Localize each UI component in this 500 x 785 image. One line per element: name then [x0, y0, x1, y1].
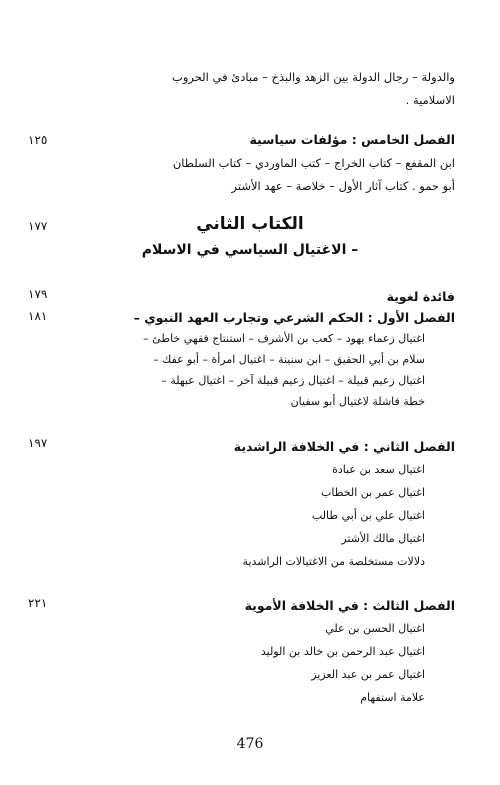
chapter5-line-1: ابن المقفع – كتاب الخراج – كتب الماوردي – كتاب السلطان: [172, 156, 455, 170]
chapter1-line-3: اغتيال زعيم قبيلة – اغتيال زعيم قبيلة آخر – اغتيال عبهلة –: [161, 374, 425, 387]
chapter2-item: اغتيال سعد بن عبادة: [332, 463, 425, 476]
chapter1-page-number: ١٨١: [28, 309, 48, 323]
intro-line-2: الاسلامية .: [405, 93, 455, 107]
chapter5-page-number: ١٢٥: [28, 133, 48, 147]
chapter3-item: اغتيال عمر بن عبد العزيز: [311, 668, 425, 681]
page-number: 476: [236, 736, 264, 752]
note-title: فائدة لغوية: [386, 289, 455, 304]
chapter2-item: اغتيال علي بن أبي طالب: [311, 509, 425, 522]
chapter5-title: الفصل الخامس : مؤلفات سياسية: [249, 132, 455, 147]
chapter3-title: الفصل الثالث : في الخلافة الأموية: [244, 598, 455, 613]
chapter1-line-2: سلام بن أبي الحقيق – ابن سنينة – اغتيال امرأة – أبو عفك –: [153, 353, 425, 366]
book2-title: الكتاب الثاني: [196, 214, 304, 234]
chapter3-item: اغتيال عبد الرحمن بن خالد بن الوليد: [260, 645, 425, 658]
chapter2-title: الفصل الثاني : في الخلافة الراشدية: [233, 439, 455, 454]
chapter3-page-number: ٢٢١: [28, 596, 48, 610]
chapter3-item: علامة استفهام: [360, 691, 425, 704]
chapter1-line-4: خطة فاشلة لاغتيال أبو سفيان: [290, 395, 425, 408]
note-page-number: ١٧٩: [28, 287, 48, 301]
chapter2-item: اغتيال عمر بن الخطاب: [321, 486, 425, 499]
book2-subtitle: – الاغتيال السياسي في الاسلام: [141, 242, 359, 258]
chapter2-page-number: ١٩٧: [28, 436, 48, 450]
chapter2-item: دلالات مستخلصة من الاغتيالات الراشدية: [242, 555, 425, 568]
chapter1-line-1: اغتيال زعماء يهود – كعب بن الأشرف – استنتاج فقهي خاطئ –: [143, 332, 425, 345]
chapter1-title: الفصل الأول : الحكم الشرعي وتجارب العهد النبوي –: [133, 310, 455, 325]
intro-line-1: والدولة – رجال الدولة بين الزهد والبذخ – مبادئ في الحروب: [172, 70, 455, 84]
book2-page-number: ١٧٧: [28, 219, 48, 233]
chapter5-line-2: أبو حمو . كتاب آثار الأول – خلاصة – عهد الأشتر: [231, 179, 455, 193]
chapter3-item: اغتيال الحسن بن علي: [325, 622, 425, 635]
chapter2-item: اغتيال مالك الأشتر: [341, 532, 425, 545]
